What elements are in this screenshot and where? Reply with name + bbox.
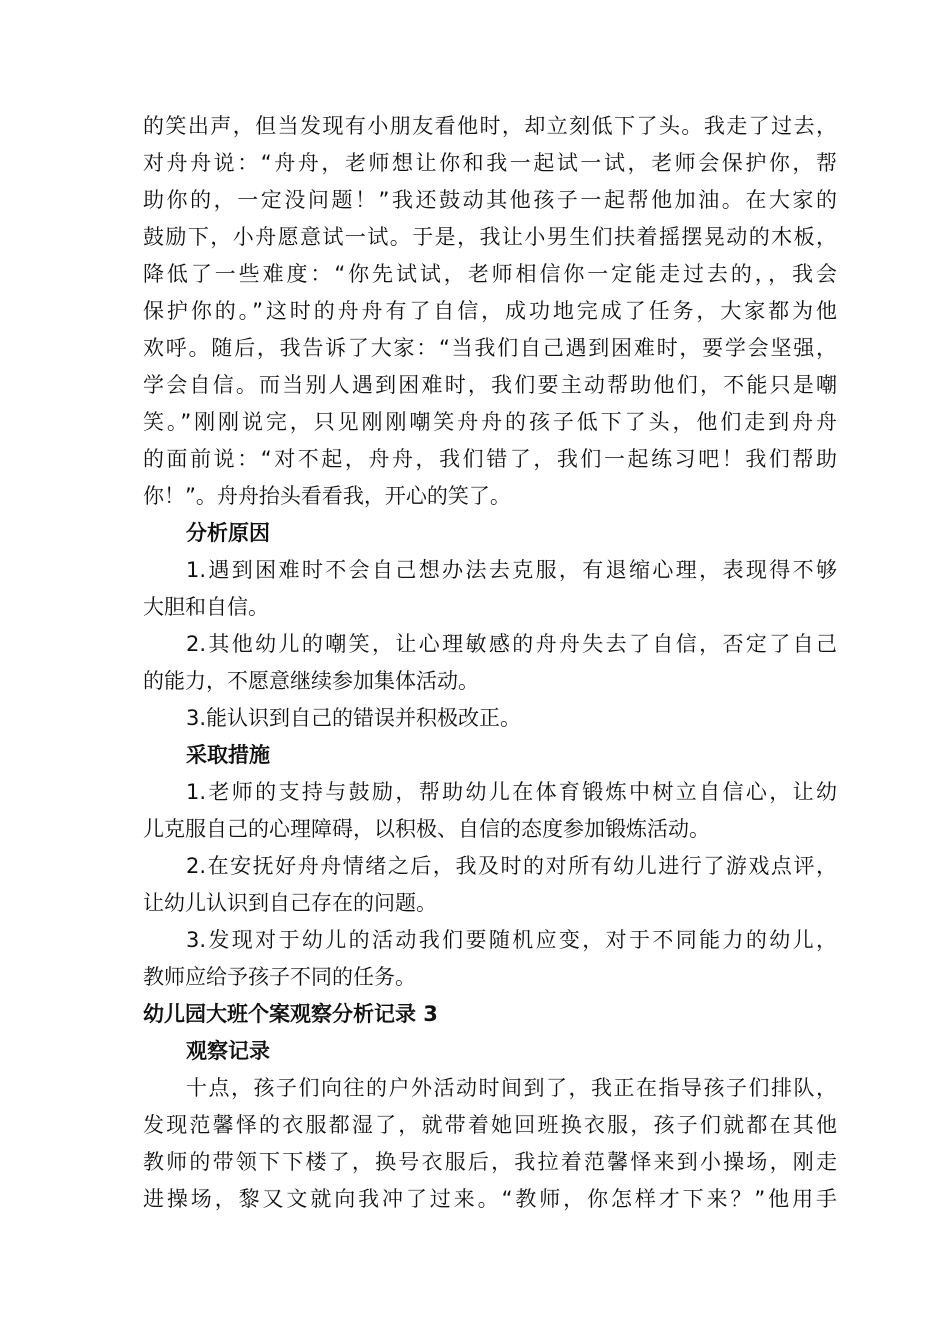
section-heading-measures: 采取措施 (186, 743, 270, 767)
paragraph-line: 2.在安抚好舟舟情绪之后，我及时的对所有幼儿进行了游戏点评， (186, 854, 837, 878)
section-heading-analysis: 分析原因 (186, 521, 270, 545)
paragraph-line: 鼓励下，小舟愿意试一试。于是，我让小男生们扶着摇摆晃动的木板， (143, 225, 837, 249)
paragraph-line: 对舟舟说：“舟舟，老师想让你和我一起试一试，老师会保护你，帮 (143, 151, 837, 175)
paragraph-line: 3.能认识到自己的错误并积极改正。 (186, 706, 522, 730)
paragraph-line: 教师的带领下下楼了，换号衣服后，我拉着范馨怿来到小操场，刚走 (143, 1150, 837, 1174)
paragraph-line: 的能力，不愿意继续参加集体活动。 (143, 669, 479, 693)
paragraph-line: 发现范馨怿的衣服都湿了，就带着她回班换衣服，孩子们就都在其他 (143, 1113, 837, 1137)
paragraph-line: 欢呼。随后，我告诉了大家：“当我们自己遇到困难时，要学会坚强， (143, 336, 837, 360)
paragraph-line: 十点，孩子们向往的户外活动时间到了，我正在指导孩子们排队， (186, 1076, 837, 1100)
paragraph-line: 儿克服自己的心理障碍，以积极、自信的态度参加锻炼活动。 (143, 817, 710, 841)
paragraph-line: 你！”。舟舟抬头看看我，开心的笑了。 (143, 484, 511, 508)
paragraph-line: 保护你的。”这时的舟舟有了自信，成功地完成了任务，大家都为他 (143, 299, 837, 323)
paragraph-line: 1.遇到困难时不会自己想办法去克服，有退缩心理，表现得不够 (186, 558, 837, 582)
paragraph-line: 让幼儿认识到自己存在的问题。 (143, 891, 437, 915)
paragraph-line: 学会自信。而当别人遇到困难时，我们要主动帮助他们，不能只是嘲 (143, 373, 837, 397)
paragraph-line: 2.其他幼儿的嘲笑，让心理敏感的舟舟失去了自信，否定了自己 (186, 632, 837, 656)
paragraph-line: 降低了一些难度：“你先试试，老师相信你一定能走过去的，，我会 (143, 262, 837, 286)
paragraph-line: 助你的，一定没问题！”我还鼓动其他孩子一起帮他加油。在大家的 (143, 188, 837, 212)
paragraph-line: 的笑出声，但当发现有小朋友看他时，却立刻低下了头。我走了过去， (143, 114, 837, 138)
paragraph-line: 3.发现对于幼儿的活动我们要随机应变，对于不同能力的幼儿， (186, 928, 837, 952)
paragraph-line: 笑。”刚刚说完，只见刚刚嘲笑舟舟的孩子低下了头，他们走到舟舟 (143, 410, 837, 434)
paragraph-line: 的面前说：“对不起，舟舟，我们错了，我们一起练习吧！我们帮助 (143, 447, 837, 471)
section-heading-observation: 观察记录 (186, 1039, 270, 1063)
record-title: 幼儿园大班个案观察分析记录 3 (143, 1002, 438, 1026)
paragraph-line: 进操场，黎又文就向我冲了过来。“教师，你怎样才下来？”他用手 (143, 1187, 837, 1211)
document-body (143, 108, 837, 1218)
paragraph-line: 大胆和自信。 (143, 595, 269, 619)
paragraph-line: 教师应给予孩子不同的任务。 (143, 965, 416, 989)
paragraph-line: 1.老师的支持与鼓励，帮助幼儿在体育锻炼中树立自信心，让幼 (186, 780, 837, 804)
